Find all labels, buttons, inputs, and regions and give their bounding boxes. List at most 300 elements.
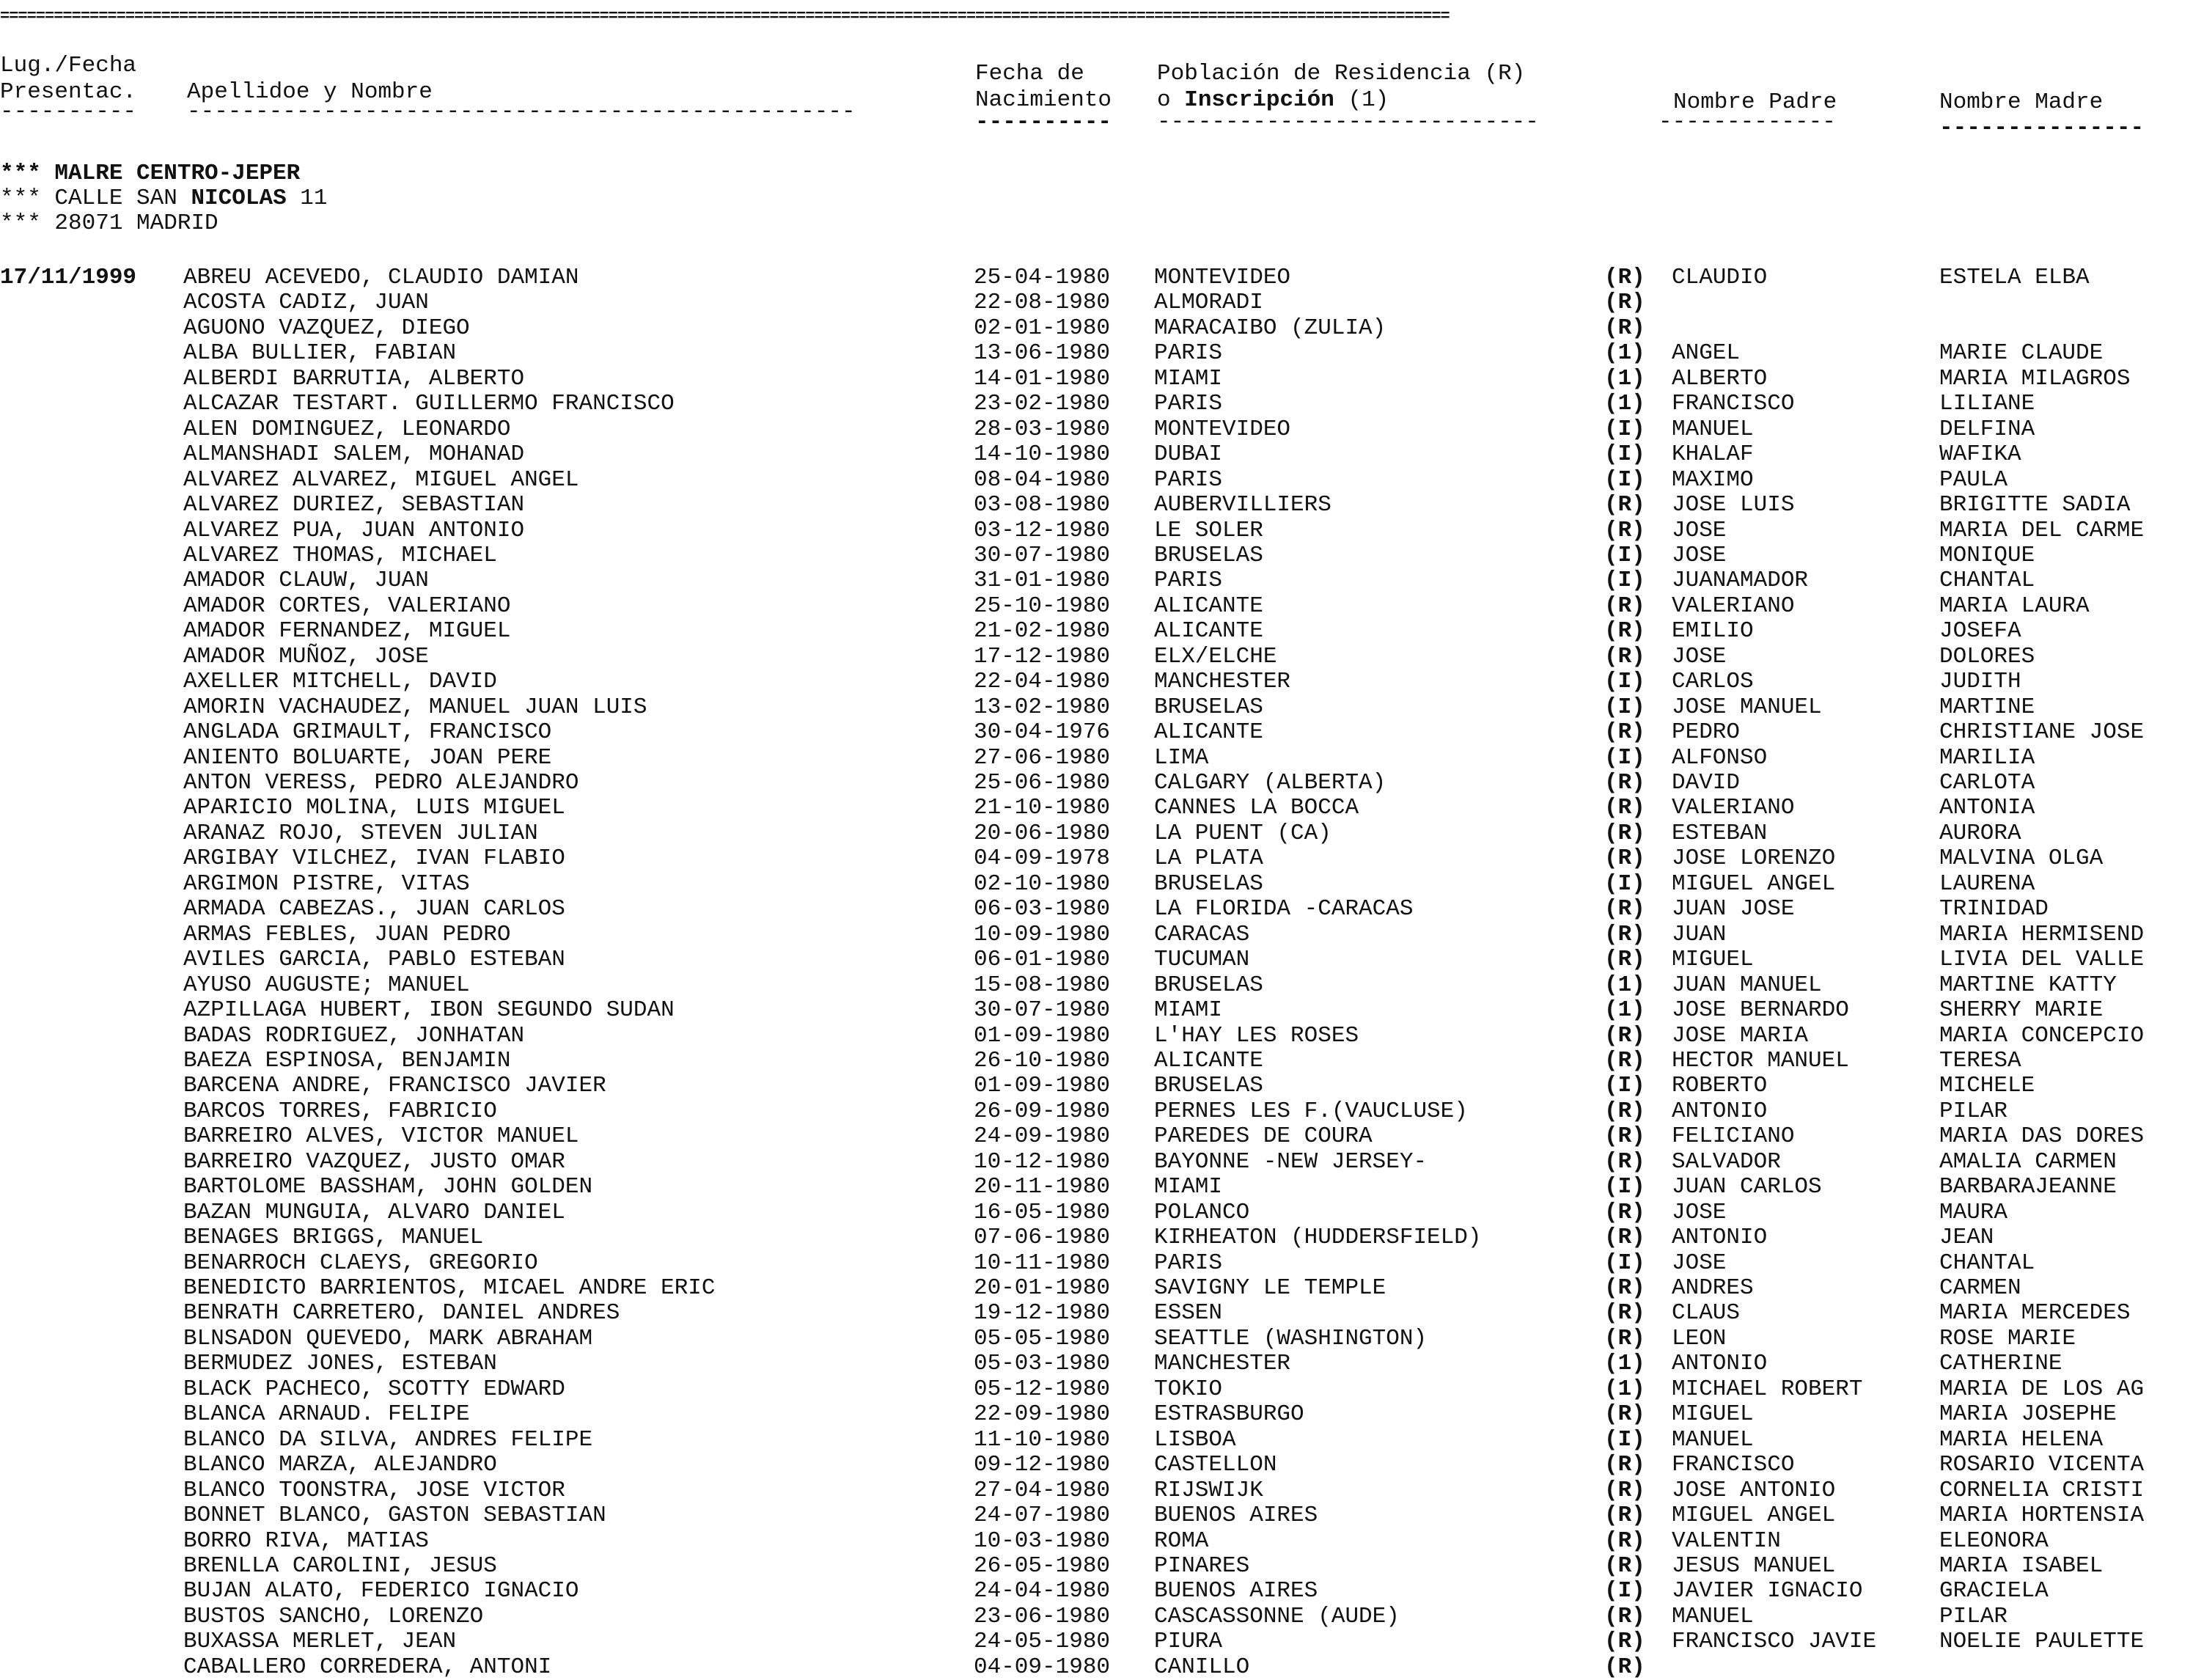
father-name: MAXIMO (1672, 466, 1754, 493)
table-row (0, 1200, 2193, 1225)
table-row (0, 998, 2193, 1023)
birth-date: 17-12-1980 (974, 643, 1111, 670)
father-name: MIGUEL ANGEL (1672, 870, 1836, 897)
place-type-tag: (1) (1604, 391, 1645, 417)
father-name: JUAN CARLOS (1672, 1174, 1822, 1200)
full-name: BAZAN MUNGUIA, ALVARO DANIEL (183, 1199, 565, 1225)
place-type-tag: (R) (1604, 1047, 1645, 1074)
birth-place: ESSEN (1154, 1300, 1223, 1327)
place-type-tag: (R) (1604, 1300, 1645, 1327)
full-name: BENRATH CARRETERO, DANIEL ANDRES (183, 1300, 620, 1327)
place-type-tag: (R) (1604, 1275, 1645, 1301)
mother-name: BARBARAJEANNE (1939, 1174, 2117, 1200)
father-name: JOSE MARIA (1672, 1022, 1809, 1049)
place-type-tag: (I) (1604, 466, 1645, 493)
table-row (0, 821, 2193, 846)
full-name: BAEZA ESPINOSA, BENJAMIN (183, 1047, 511, 1074)
table-row (0, 1124, 2193, 1149)
mother-name: SHERRY MARIE (1939, 997, 2104, 1024)
full-name: ANGLADA GRIMAULT, FRANCISCO (183, 719, 552, 746)
table-row (0, 746, 2193, 771)
father-name: CLAUDIO (1672, 265, 1768, 290)
birth-date: 23-02-1980 (974, 391, 1111, 417)
header-nombre-underline: ------------------------------------------------- (187, 99, 856, 125)
father-name: CLAUS (1672, 1300, 1741, 1327)
birth-place: ROMA (1154, 1527, 1209, 1554)
place-type-tag: (R) (1604, 770, 1645, 796)
birth-place: BRUSELAS (1154, 694, 1263, 720)
birth-place: BRUSELAS (1154, 870, 1263, 897)
mother-name: GRACIELA (1939, 1578, 2049, 1604)
birth-place: CASTELLON (1154, 1452, 1277, 1478)
father-name: DAVID (1672, 770, 1741, 796)
header-presentacion-line2: Presentac. (0, 79, 137, 105)
full-name: BUJAN ALATO, FEDERICO IGNACIO (183, 1578, 579, 1604)
birth-date: 31-01-1980 (974, 568, 1111, 594)
birth-date: 21-02-1980 (974, 618, 1111, 645)
place-type-tag: (R) (1604, 265, 1645, 290)
full-name: ALVAREZ ALVAREZ, MIGUEL ANGEL (183, 466, 579, 493)
father-name: VALERIANO (1672, 593, 1795, 619)
full-name: AMADOR FERNANDEZ, MIGUEL (183, 618, 511, 645)
mother-name: JUDITH (1939, 669, 2021, 695)
place-type-tag: (I) (1604, 441, 1645, 468)
birth-place: LA PLATA (1154, 845, 1263, 872)
center-city: *** 28071 MADRID (0, 210, 218, 236)
table-row (0, 1629, 2193, 1654)
birth-place: BUENOS AIRES (1154, 1578, 1318, 1604)
mother-name: CORNELIA CRISTI (1939, 1477, 2145, 1503)
place-type-tag: (I) (1604, 542, 1645, 568)
father-name: FRANCISCO (1672, 391, 1795, 417)
full-name: AYUSO AUGUSTE; MANUEL (183, 972, 470, 998)
birth-place: ALICANTE (1154, 1047, 1263, 1074)
birth-date: 22-09-1980 (974, 1401, 1111, 1428)
birth-date: 30-07-1980 (974, 997, 1111, 1024)
mother-name: ESTELA ELBA (1939, 265, 2090, 290)
table-row (0, 1579, 2193, 1604)
place-type-tag: (R) (1604, 1452, 1645, 1478)
father-name: MIGUEL ANGEL (1672, 1503, 1836, 1529)
mother-name: JOSEFA (1939, 618, 2021, 645)
place-type-tag: (R) (1604, 1148, 1645, 1175)
mother-name: CARMEN (1939, 1275, 2021, 1301)
father-name: JUAN MANUEL (1672, 972, 1822, 998)
birth-place: MONTEVIDEO (1154, 416, 1291, 442)
full-name: AXELLER MITCHELL, DAVID (183, 669, 497, 695)
table-row (0, 1453, 2193, 1478)
birth-date: 16-05-1980 (974, 1199, 1111, 1225)
birth-date: 27-04-1980 (974, 1477, 1111, 1503)
mother-name: MONIQUE (1939, 542, 2035, 568)
header-poblacion-line1: Población de Residencia (R) (1157, 61, 1526, 87)
mother-name: ELEONORA (1939, 1527, 2049, 1554)
full-name: AMADOR CLAUW, JUAN (183, 568, 429, 594)
mother-name: BRIGITTE SADIA (1939, 492, 2131, 518)
birth-place: SAVIGNY LE TEMPLE (1154, 1275, 1386, 1301)
birth-place: ALMORADI (1154, 290, 1263, 316)
full-name: BADAS RODRIGUEZ, JONHATAN (183, 1022, 525, 1049)
place-type-tag: (I) (1604, 1578, 1645, 1604)
father-name: MIGUEL (1672, 947, 1754, 973)
birth-place: ELX/ELCHE (1154, 643, 1277, 670)
birth-place: CANNES LA BOCCA (1154, 795, 1359, 821)
birth-date: 14-01-1980 (974, 365, 1111, 392)
place-type-tag: (R) (1604, 921, 1645, 947)
place-type-tag: (I) (1604, 694, 1645, 720)
mother-name: MALVINA OLGA (1939, 845, 2104, 872)
birth-place: MARACAIBO (ZULIA) (1154, 315, 1386, 341)
full-name: AZPILLAGA HUBERT, IBON SEGUNDO SUDAN (183, 997, 675, 1024)
table-row (0, 1024, 2193, 1049)
father-name: MICHAEL ROBERT (1672, 1376, 1863, 1402)
table-row (0, 1655, 2193, 1680)
birth-date: 01-09-1980 (974, 1073, 1111, 1099)
birth-date: 05-03-1980 (974, 1351, 1111, 1377)
place-type-tag: (R) (1604, 1477, 1645, 1503)
table-row (0, 1503, 2193, 1528)
mother-name: NOELIE PAULETTE (1939, 1629, 2145, 1655)
place-type-tag: (R) (1604, 947, 1645, 973)
mother-name: TRINIDAD (1939, 896, 2049, 922)
place-type-tag: (R) (1604, 719, 1645, 746)
table-row (0, 1301, 2193, 1326)
table-row (0, 645, 2193, 670)
table-row (0, 973, 2193, 998)
mother-name: MARIA LAURA (1939, 593, 2090, 619)
table-row (0, 367, 2193, 392)
father-name: JESUS MANUEL (1672, 1552, 1836, 1579)
father-name: KHALAF (1672, 441, 1754, 468)
place-type-tag: (R) (1604, 1654, 1645, 1680)
birth-date: 05-12-1980 (974, 1376, 1111, 1402)
birth-date: 27-06-1980 (974, 744, 1111, 771)
father-name: HECTOR MANUEL (1672, 1047, 1849, 1074)
table-row (0, 341, 2193, 366)
center-street: *** CALLE SAN NICOLAS 11 (0, 186, 328, 211)
table-row (0, 1225, 2193, 1250)
table-row (0, 947, 2193, 972)
birth-place: CALGARY (ALBERTA) (1154, 770, 1386, 796)
full-name: AMORIN VACHAUDEZ, MANUEL JUAN LUIS (183, 694, 647, 720)
full-name: BARCENA ANDRE, FRANCISCO JAVIER (183, 1073, 606, 1099)
birth-date: 13-06-1980 (974, 340, 1111, 367)
father-name: SALVADOR (1672, 1148, 1781, 1175)
full-name: ALCAZAR TESTART. GUILLERMO FRANCISCO (183, 391, 675, 417)
birth-date: 25-04-1980 (974, 265, 1111, 290)
father-name: MIGUEL (1672, 1401, 1754, 1428)
table-row (0, 1377, 2193, 1402)
birth-place: MIAMI (1154, 365, 1223, 392)
birth-place: AUBERVILLIERS (1154, 492, 1331, 518)
birth-place: MANCHESTER (1154, 1351, 1291, 1377)
place-type-tag: (I) (1604, 744, 1645, 771)
father-name: FRANCISCO (1672, 1452, 1795, 1478)
father-name: JAVIER IGNACIO (1672, 1578, 1863, 1604)
table-row (0, 1099, 2193, 1124)
birth-place: LA FLORIDA -CARACAS (1154, 896, 1414, 922)
birth-date: 09-12-1980 (974, 1452, 1111, 1478)
birth-date: 08-04-1980 (974, 466, 1111, 493)
place-type-tag: (1) (1604, 1351, 1645, 1377)
full-name: ALVAREZ DURIEZ, SEBASTIAN (183, 492, 525, 518)
full-name: BLACK PACHECO, SCOTTY EDWARD (183, 1376, 565, 1402)
table-row (0, 1604, 2193, 1629)
birth-date: 06-01-1980 (974, 947, 1111, 973)
mother-name: MARIE CLAUDE (1939, 340, 2104, 367)
table-row (0, 1327, 2193, 1351)
table-row (0, 1150, 2193, 1175)
birth-date: 19-12-1980 (974, 1300, 1111, 1327)
birth-date: 10-12-1980 (974, 1148, 1111, 1175)
header-madre-label: Nombre Madre (1939, 89, 2104, 115)
mother-name: MARIA MILAGROS (1939, 365, 2131, 392)
father-name: MANUEL (1672, 416, 1754, 442)
father-name: JOSE (1672, 1250, 1727, 1276)
father-name: ALBERTO (1672, 365, 1768, 392)
birth-place: LISBOA (1154, 1426, 1236, 1453)
place-type-tag: (R) (1604, 1123, 1645, 1150)
birth-date: 20-01-1980 (974, 1275, 1111, 1301)
mother-name: MARTINE KATTY (1939, 972, 2117, 998)
full-name: ARMADA CABEZAS., JUAN CARLOS (183, 896, 565, 922)
mother-name: CHANTAL (1939, 568, 2035, 594)
full-name: BONNET BLANCO, GASTON SEBASTIAN (183, 1503, 606, 1529)
full-name: ALMANSHADI SALEM, MOHANAD (183, 441, 525, 468)
table-row (0, 872, 2193, 897)
mother-name: LIVIA DEL VALLE (1939, 947, 2145, 973)
birth-place: PARIS (1154, 466, 1223, 493)
father-name: ALFONSO (1672, 744, 1768, 771)
birth-date: 26-10-1980 (974, 1047, 1111, 1074)
place-type-tag: (R) (1604, 1527, 1645, 1554)
birth-date: 01-09-1980 (974, 1022, 1111, 1049)
father-name: ANGEL (1672, 340, 1741, 367)
father-name: ESTEBAN (1672, 820, 1768, 846)
table-row (0, 1478, 2193, 1503)
father-name: MANUEL (1672, 1426, 1754, 1453)
full-name: BLANCO TOONSTRA, JOSE VICTOR (183, 1477, 565, 1503)
full-name: ALBERDI BARRUTIA, ALBERTO (183, 365, 525, 392)
father-name: LEON (1672, 1325, 1727, 1351)
birth-place: PAREDES DE COURA (1154, 1123, 1373, 1150)
mother-name: MARIA JOSEPHE (1939, 1401, 2117, 1428)
birth-place: KIRHEATON (HUDDERSFIELD) (1154, 1225, 1482, 1251)
full-name: APARICIO MOLINA, LUIS MIGUEL (183, 795, 565, 821)
mother-name: CATHERINE (1939, 1351, 2062, 1377)
full-name: AMADOR MUÑOZ, JOSE (183, 643, 429, 670)
birth-place: SEATTLE (WASHINGTON) (1154, 1325, 1428, 1351)
table-row (0, 290, 2193, 315)
place-type-tag: (R) (1604, 517, 1645, 543)
birth-date: 22-08-1980 (974, 290, 1111, 316)
birth-date: 26-05-1980 (974, 1552, 1111, 1579)
mother-name: PILAR (1939, 1603, 2008, 1629)
birth-date: 02-10-1980 (974, 870, 1111, 897)
birth-place: RIJSWIJK (1154, 1477, 1263, 1503)
header-presentacion-line1: Lug./Fecha (0, 53, 137, 78)
birth-place: CANILLO (1154, 1654, 1250, 1680)
birth-date: 06-03-1980 (974, 896, 1111, 922)
birth-place: POLANCO (1154, 1199, 1250, 1225)
place-type-tag: (I) (1604, 568, 1645, 594)
full-name: BLNSADON QUEVEDO, MARK ABRAHAM (183, 1325, 593, 1351)
place-type-tag: (R) (1604, 315, 1645, 341)
birth-place: MANCHESTER (1154, 669, 1291, 695)
mother-name: MARIA DEL CARME (1939, 517, 2145, 543)
place-type-tag: (R) (1604, 618, 1645, 645)
place-type-tag: (R) (1604, 1629, 1645, 1655)
father-name: JOSE (1672, 517, 1727, 543)
place-type-tag: (R) (1604, 1552, 1645, 1579)
full-name: AMADOR CORTES, VALERIANO (183, 593, 511, 619)
birth-date: 30-07-1980 (974, 542, 1111, 568)
table-row (0, 417, 2193, 442)
birth-date: 26-09-1980 (974, 1098, 1111, 1124)
birth-place: PARIS (1154, 1250, 1223, 1276)
father-name: JUAN JOSE (1672, 896, 1795, 922)
full-name: ARGIBAY VILCHEZ, IVAN FLABIO (183, 845, 565, 872)
father-name: MANUEL (1672, 1603, 1754, 1629)
birth-date: 04-09-1978 (974, 845, 1111, 872)
place-type-tag: (R) (1604, 1199, 1645, 1225)
mother-name: PILAR (1939, 1098, 2008, 1124)
place-type-tag: (R) (1604, 1325, 1645, 1351)
header-padre-underline: ------------- (1658, 109, 1836, 135)
full-name: BUXASSA MERLET, JEAN (183, 1629, 457, 1655)
table-row (0, 543, 2193, 568)
birth-date: 03-12-1980 (974, 517, 1111, 543)
father-name: JUAN (1672, 921, 1727, 947)
table-row (0, 619, 2193, 644)
birth-date: 10-03-1980 (974, 1527, 1111, 1554)
birth-date: 25-10-1980 (974, 593, 1111, 619)
table-row (0, 442, 2193, 467)
table-row (0, 922, 2193, 947)
table-row (0, 720, 2193, 745)
birth-date: 20-11-1980 (974, 1174, 1111, 1200)
mother-name: ANTONIA (1939, 795, 2035, 821)
header-madre-underline: --------------- (1939, 115, 2145, 141)
mother-name: MARIA HERMISEND (1939, 921, 2145, 947)
father-name: FRANCISCO JAVIE (1672, 1629, 1877, 1655)
birth-date: 10-09-1980 (974, 921, 1111, 947)
place-type-tag: (R) (1604, 492, 1645, 518)
table-row (0, 1251, 2193, 1276)
birth-place: BAYONNE -NEW JERSEY- (1154, 1148, 1428, 1175)
birth-place: ALICANTE (1154, 719, 1263, 746)
birth-date: 24-09-1980 (974, 1123, 1111, 1150)
header-nacimiento-line1: Fecha de (975, 61, 1084, 87)
father-name: JOSE (1672, 1199, 1727, 1225)
father-name: ANTONIO (1672, 1351, 1768, 1377)
father-name: JOSE LORENZO (1672, 845, 1836, 872)
center-name: *** MALRE CENTRO-JEPER (0, 161, 301, 186)
birth-place: PIURA (1154, 1629, 1223, 1655)
birth-place: ALICANTE (1154, 618, 1263, 645)
mother-name: AURORA (1939, 820, 2021, 846)
birth-place: PARIS (1154, 391, 1223, 417)
mother-name: ROSARIO VICENTA (1939, 1452, 2145, 1478)
mother-name: MARIA ISABEL (1939, 1552, 2104, 1579)
full-name: ALBA BULLIER, FABIAN (183, 340, 457, 367)
full-name: BLANCO MARZA, ALEJANDRO (183, 1452, 497, 1478)
top-rule: ================================================================================================================================================================== (0, 7, 1450, 25)
table-row (0, 468, 2193, 493)
table-row (0, 897, 2193, 922)
header-nombre-label: Apellidoe y Nombre (187, 79, 433, 105)
father-name: ROBERTO (1672, 1073, 1768, 1099)
birth-place: BUENOS AIRES (1154, 1503, 1318, 1529)
table-row (0, 1554, 2193, 1579)
full-name: ANTON VERESS, PEDRO ALEJANDRO (183, 770, 579, 796)
table-row (0, 771, 2193, 796)
father-name: CARLOS (1672, 669, 1754, 695)
full-name: ARGIMON PISTRE, VITAS (183, 870, 470, 897)
place-type-tag: (R) (1604, 820, 1645, 846)
full-name: AGUONO VAZQUEZ, DIEGO (183, 315, 470, 341)
mother-name: MARIA CONCEPCIO (1939, 1022, 2145, 1049)
birth-place: PARIS (1154, 340, 1223, 367)
birth-date: 23-06-1980 (974, 1603, 1111, 1629)
full-name: BARREIRO VAZQUEZ, JUSTO OMAR (183, 1148, 565, 1175)
full-name: BLANCO DA SILVA, ANDRES FELIPE (183, 1426, 593, 1453)
place-type-tag: (R) (1604, 1225, 1645, 1251)
full-name: BLANCA ARNAUD. FELIPE (183, 1401, 470, 1428)
father-name: JOSE MANUEL (1672, 694, 1822, 720)
full-name: ACOSTA CADIZ, JUAN (183, 290, 429, 316)
place-type-tag: (R) (1604, 290, 1645, 316)
place-type-tag: (R) (1604, 1401, 1645, 1428)
table-row (0, 1074, 2193, 1098)
full-name: ANIENTO BOLUARTE, JOAN PERE (183, 744, 552, 771)
header-poblacion-line2: o Inscripción (1) (1157, 87, 1389, 113)
mother-name: ROSE MARIE (1939, 1325, 2076, 1351)
mother-name: LILIANE (1939, 391, 2035, 417)
birth-date: 11-10-1980 (974, 1426, 1111, 1453)
header-nacimiento-underline: ---------- (975, 109, 1112, 135)
birth-date: 04-09-1980 (974, 1654, 1111, 1680)
birth-date: 05-05-1980 (974, 1325, 1111, 1351)
mother-name: DELFINA (1939, 416, 2035, 442)
table-row (0, 695, 2193, 720)
full-name: ARMAS FEBLES, JUAN PEDRO (183, 921, 511, 947)
table-row (0, 796, 2193, 821)
full-name: AVILES GARCIA, PABLO ESTEBAN (183, 947, 565, 973)
birth-date: 03-08-1980 (974, 492, 1111, 518)
header-nacimiento-line2: Nacimiento (975, 87, 1112, 113)
birth-date: 28-03-1980 (974, 416, 1111, 442)
birth-place: CARACAS (1154, 921, 1250, 947)
mother-name: MAURA (1939, 1199, 2008, 1225)
table-row (0, 594, 2193, 619)
place-type-tag: (I) (1604, 870, 1645, 897)
table-row (0, 670, 2193, 694)
place-type-tag: (I) (1604, 1174, 1645, 1200)
full-name: BENARROCH CLAEYS, GREGORIO (183, 1250, 538, 1276)
birth-place: LA PUENT (CA) (1154, 820, 1331, 846)
birth-place: LE SOLER (1154, 517, 1263, 543)
birth-place: ALICANTE (1154, 593, 1263, 619)
full-name: BENEDICTO BARRIENTOS, MICAEL ANDRE ERIC (183, 1275, 716, 1301)
father-name: ANDRES (1672, 1275, 1754, 1301)
table-row (0, 1529, 2193, 1554)
birth-date: 21-10-1980 (974, 795, 1111, 821)
place-type-tag: (R) (1604, 1603, 1645, 1629)
full-name: BARREIRO ALVES, VICTOR MANUEL (183, 1123, 579, 1150)
place-type-tag: (R) (1604, 1022, 1645, 1049)
birth-place: MIAMI (1154, 997, 1223, 1024)
